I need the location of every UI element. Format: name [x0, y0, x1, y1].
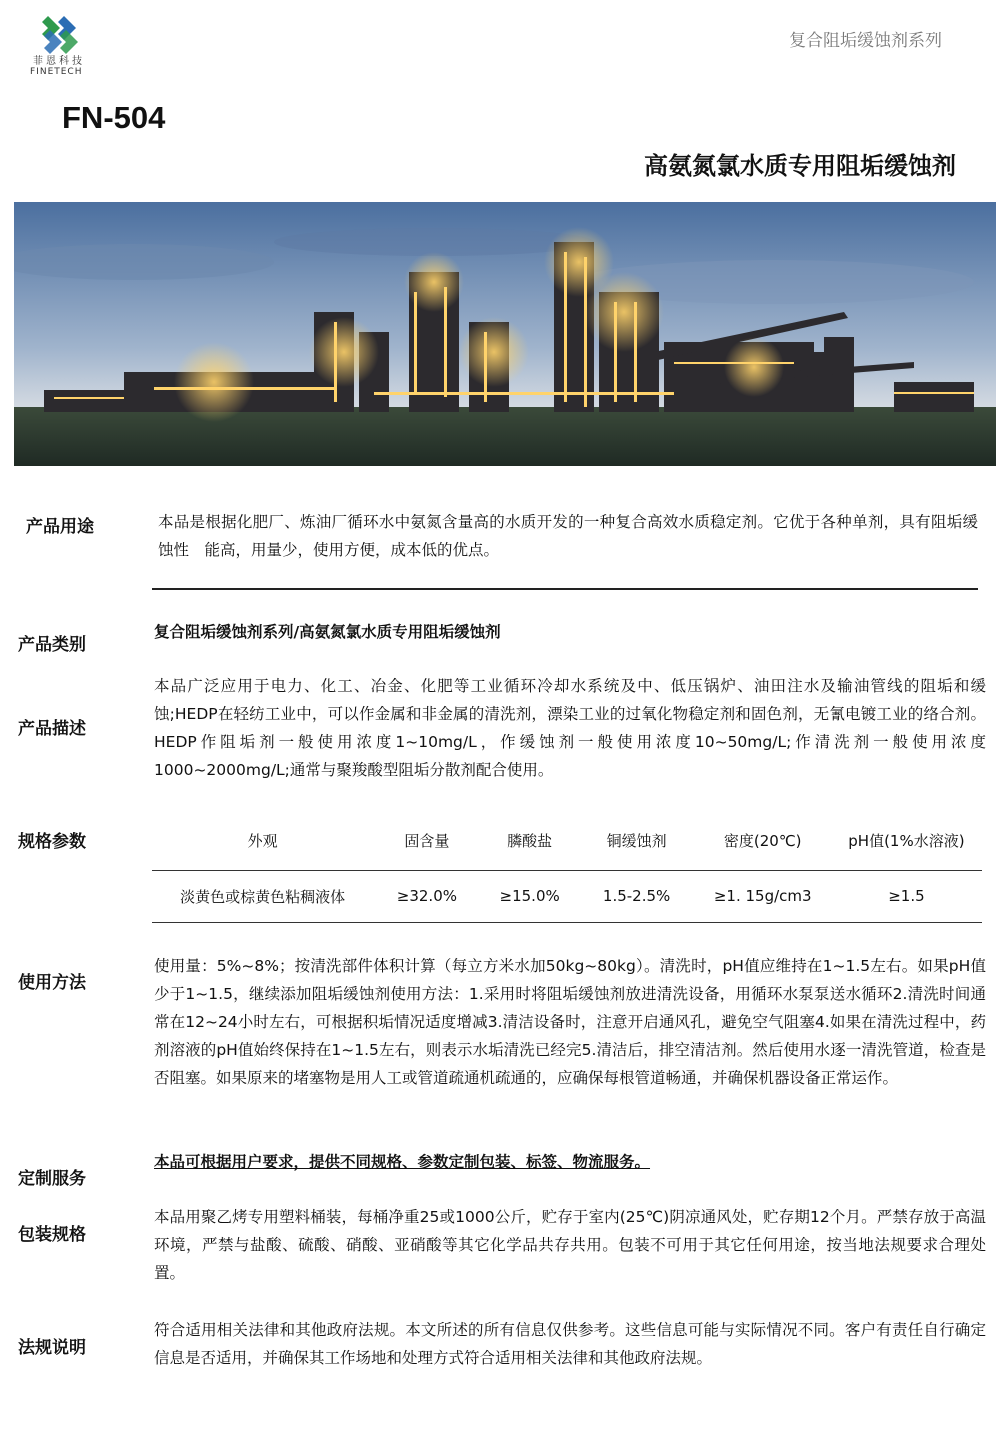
- custom-text: 本品可根据用户要求，提供不同规格、参数定制包装、标签、物流服务。: [154, 1153, 651, 1171]
- spec-value-density: ≥1. 15g/cm3: [713, 887, 812, 905]
- plant-illustration: [14, 202, 996, 466]
- logo-english-name: FINETECH: [30, 67, 83, 77]
- spec-value-copper: 1.5-2.5%: [602, 887, 671, 905]
- spec-value-ph: ≥1.5: [888, 887, 925, 905]
- description-label: 产品描述: [18, 719, 86, 739]
- spec-header-solid: 固含量: [404, 832, 450, 851]
- spec-label: 规格参数: [18, 832, 86, 852]
- usage-label: 产品用途: [26, 517, 94, 537]
- category-label: 产品类别: [18, 635, 86, 655]
- spec-header-copper: 铜缓蚀剂: [606, 832, 667, 851]
- series-title: 复合阻垢缓蚀剂系列: [789, 31, 942, 51]
- industrial-plant-banner: [14, 202, 996, 466]
- description-text: 本品广泛应用于电力、化工、冶金、化肥等工业循环冷却水系统及中、低压锅炉、油田注水及输油管线的阻垢和缓蚀;HEDP在轻纺工业中，可以作金属和非金属的清洗剂，漂染工业的过氧化物稳定剂和固色剂，无氰电镀工业的络合剂。HEDP作阻垢剂一般使用浓度1~10mg/L，作缓蚀剂一般使用浓度10~50mg/L;作清洗剂一般使用浓度1000~2000mg/L;通常与聚羧酸型阻垢分散剂配合使用。: [154, 677, 986, 779]
- packaging-text: 本品用聚乙烤专用塑料桶装，每桶净重25或1000公斤，贮存于室内(25℃)阴凉通风处，贮存期12个月。严禁存放于高温环境，严禁与盐酸、硫酸、硝酸、亚硝酸等其它化学品共存共用。包装不可用于其它任何用途，按当地法规要求合理处置。: [154, 1208, 986, 1282]
- spec-value-appearance: 淡黄色或棕黄色粘稠液体: [180, 887, 346, 906]
- category-text: 复合阻垢缓蚀剂系列/高氨氮氯水质专用阻垢缓蚀剂: [154, 623, 501, 641]
- spec-header-phosphonate: 膦酸盐: [507, 832, 553, 851]
- regulation-label: 法规说明: [18, 1338, 86, 1358]
- usage-text: 本品是根据化肥厂、炼油厂循环水中氨氮含量高的水质开发的一种复合高效水质稳定剂。它优于各种单剂，具有阻垢缓蚀性 能高，用量少，使用方便，成本低的优点。: [158, 513, 978, 559]
- logo-chinese-name: 菲恩科技: [33, 56, 85, 67]
- spec-value-solid: ≥32.0%: [396, 887, 458, 905]
- product-title: 高氨氮氯水质专用阻垢缓蚀剂: [644, 152, 956, 180]
- custom-label: 定制服务: [18, 1169, 86, 1189]
- regulation-text: 符合适用相关法律和其他政府法规。本文所述的所有信息仅供参考。这些信息可能与实际情况不同。客户有责任自行确定信息是否适用，并确保其工作场地和处理方式符合适用相关法律和其他政府法规。: [154, 1321, 986, 1367]
- packaging-label: 包装规格: [18, 1225, 86, 1245]
- spec-header-density: 密度(20℃): [723, 832, 802, 851]
- spec-value-phosphonate: ≥15.0%: [499, 887, 560, 905]
- product-model: FN-504: [62, 100, 166, 135]
- spec-header-row: [152, 812, 982, 870]
- spec-table: [152, 812, 982, 923]
- section-divider: [152, 588, 978, 590]
- method-text: 使用量：5%~8%；按清洗部件体积计算（每立方米水加50kg~80kg）。清洗时，pH值应维持在1~1.5左右。如果pH值少于1~1.5，继续添加阻垢缓蚀剂使用方法：1.采用时将阻垢缓蚀剂放进清洗设备，用循环水泵泵送水循环2.清洗时间通常在12~24小时左右，可根据积垢情况适度增减3.清洁设备时，注意开启通风孔，避免空气阻塞4.如果在清洗过程中，药剂溶液的pH值始终保持在1~1.5左右，则表示水垢清洗已经完5.清洁后，排空清洁剂。然后使用水逐一清洗管道，检查是否阻塞。如果原来的堵塞物是用人工或管道疏通机疏通的，应确保每根管道畅通，并确保机器设备正常运作。: [154, 957, 986, 1087]
- spec-value-row: [152, 870, 982, 922]
- spec-header-ph: pH值(1%水溶液): [848, 831, 965, 850]
- spec-header-appearance: 外观: [247, 832, 278, 851]
- method-label: 使用方法: [18, 973, 86, 993]
